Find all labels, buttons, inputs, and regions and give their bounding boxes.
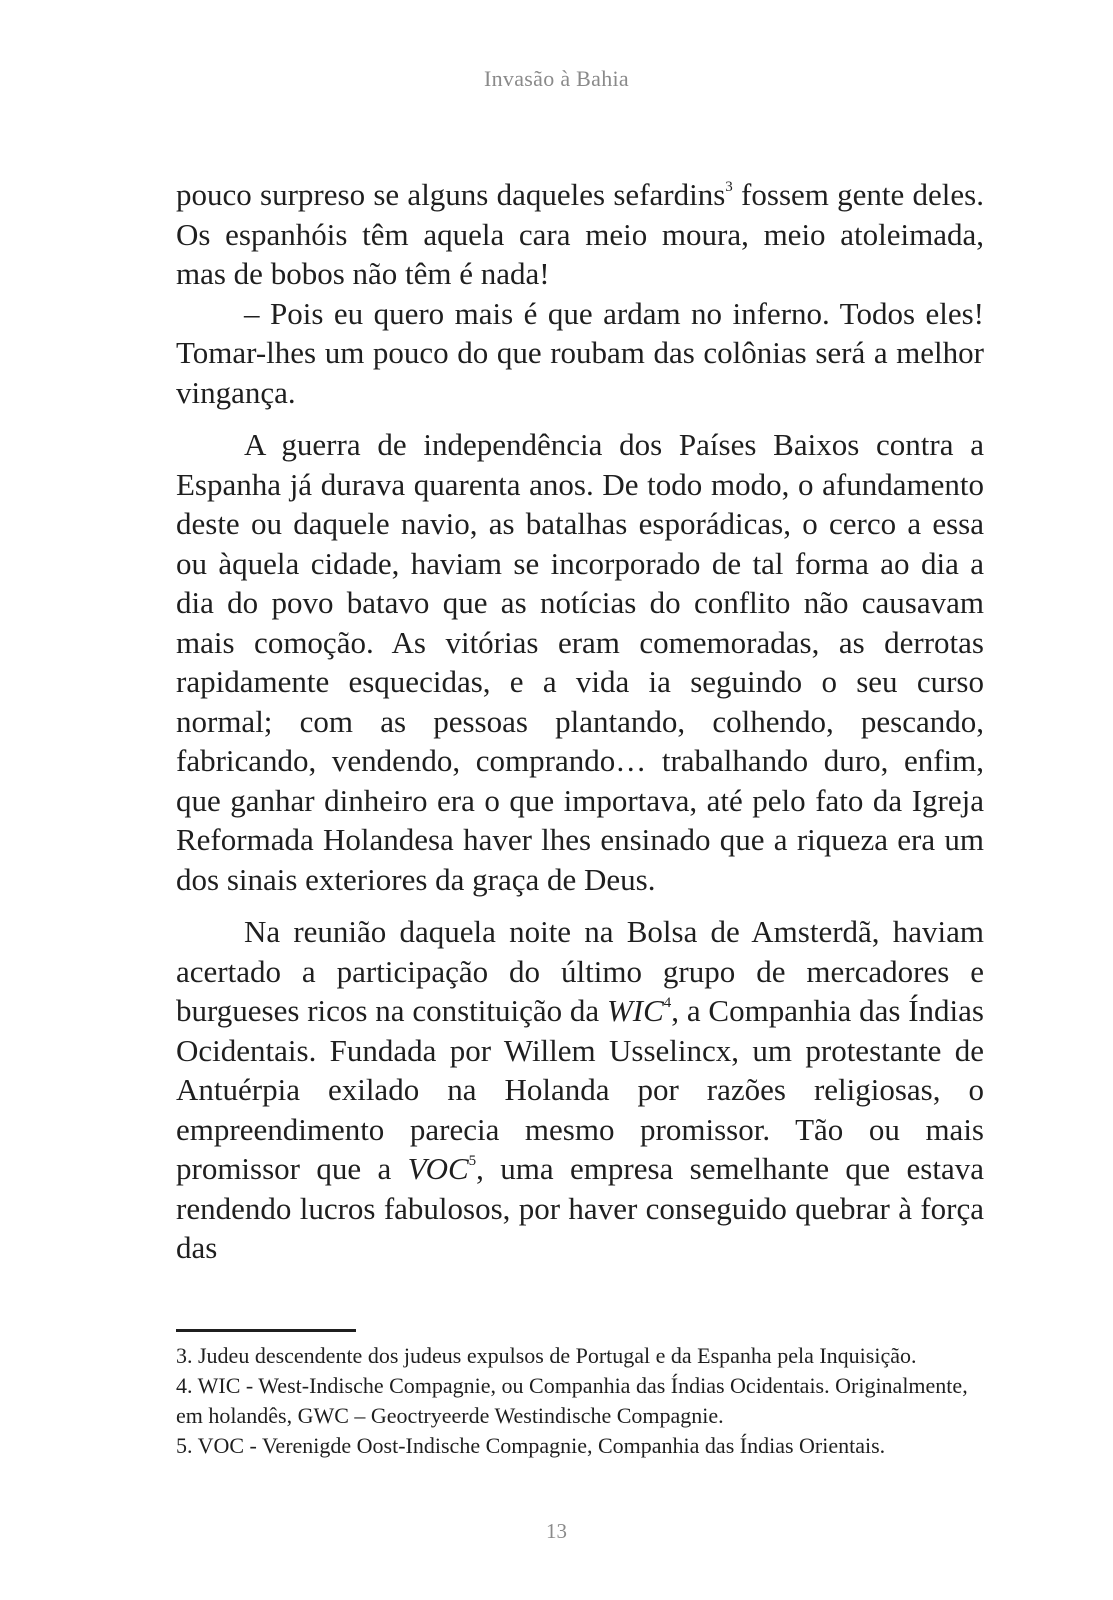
paragraph-1 (176, 175, 984, 294)
page-number: 13 (546, 1519, 567, 1543)
footnote-ref-5[interactable]: 5 (468, 1153, 477, 1169)
paragraph-2: – Pois eu quero mais é que ardam no inferno. Todos eles! Tomar-lhes um pouco do que roubam das colônias será a melhor vingança. (176, 295, 984, 410)
paragraph-1-part-b: fossem gente deles. Os espanhóis têm aquela cara meio moura, meio atoleimada, mas de bobos não têm é nada! (176, 177, 984, 291)
paragraph-3: A guerra de independência dos Países Baixos contra a Espanha já durava quarenta anos. De todo modo, o afundamento deste ou daquele navio, as batalhas esporádicas, o cerco a essa ou àquela cidade, haviam se incorporado de tal forma ao dia a dia do povo batavo que as notícias do conflito não causavam mais comoção. As vitórias eram comemoradas, as derrotas rapidamente esquecidas, e a vida ia seguindo o seu curso normal; com as pessoas plantando, colhendo, pescando, fabricando, vendendo, comprando… trabalhando duro, enfim, que ganhar dinheiro era o que importava, até pelo fato da Igreja Reformada Holandesa haver lhes ensinado que a riqueza era um dos sinais exteriores da graça de Deus. (176, 427, 984, 897)
paragraph-4-part-c: , uma empresa semelhante que estava rendendo lucros fabulosos, por haver conseguido quebrar à força das (176, 1151, 984, 1265)
footnote-3: 3. Judeu descendente dos judeus expulsos de Portugal e da Espanha pela Inquisição. (176, 1343, 917, 1368)
footnote-ref-3[interactable]: 3 (725, 179, 733, 195)
voc-abbreviation: VOC (407, 1151, 469, 1186)
running-head: Invasão à Bahia (484, 66, 629, 91)
paragraph-4 (176, 912, 984, 1268)
footnote-ref-4[interactable]: 4 (663, 995, 672, 1011)
wic-abbreviation: WIC (606, 993, 664, 1028)
paragraph-4-part-b: , a Companhia das Índias Ocidentais. Fundada por Willem Usselincx, um protestante de Antuérpia exilado na Holanda por razões religiosas, o empreendimento parecia mesmo promissor. Tão ou mais promissor que a (176, 993, 984, 1186)
footnote-5: 5. VOC - Verenigde Oost-Indische Compagnie, Companhia das Índias Orientais. (176, 1433, 886, 1458)
paragraph-4-part-a: Na reunião daquela noite na Bolsa de Amsterdã, haviam acertado a participação do último grupo de mercadores e burgueses ricos na constituição da (176, 914, 984, 1028)
body-text (176, 175, 984, 1268)
footnotes (176, 1341, 991, 1461)
footnote-divider (176, 1329, 356, 1332)
footnote-4: 4. WIC - West-Indische Compagnie, ou Companhia das Índias Ocidentais. Originalmente, em holandês, GWC – Geoctryeerde Westindische Compagnie. (176, 1373, 968, 1428)
paragraph-1-part-a: pouco surpreso se alguns daqueles sefardins (176, 177, 726, 212)
